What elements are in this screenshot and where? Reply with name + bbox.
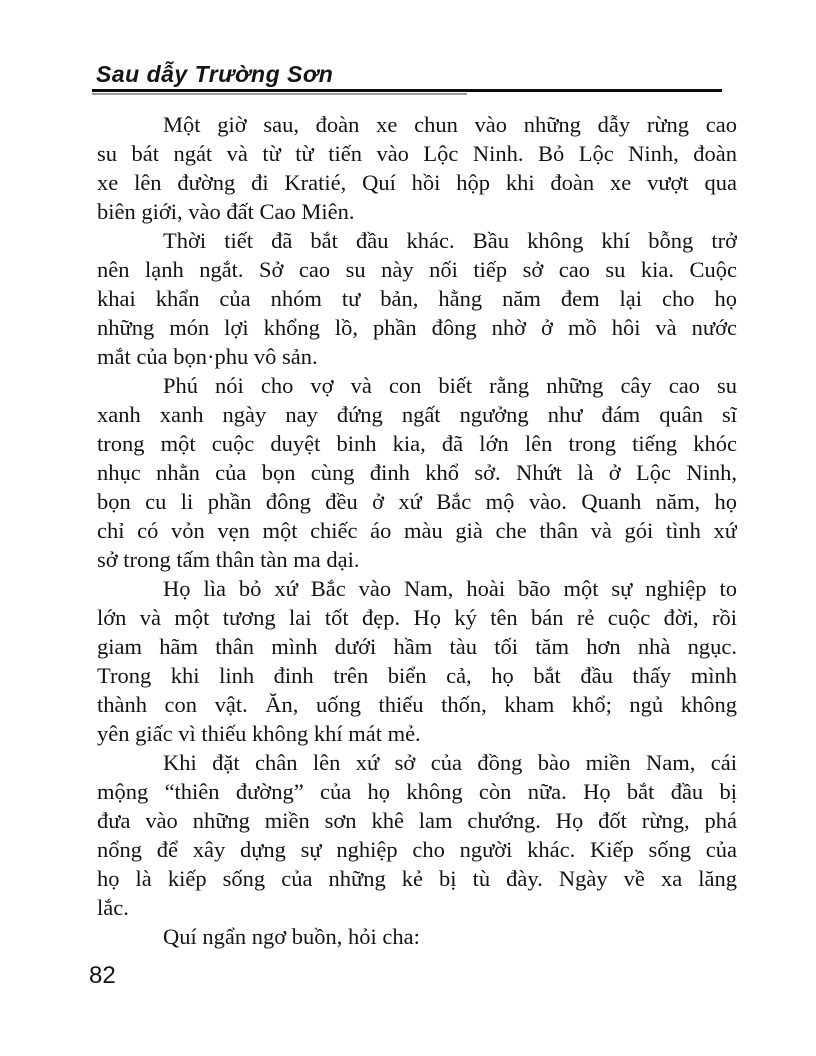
running-header-title: Sau dẫy Trường Sơn [96,61,334,87]
text-line: sở trong tấm thân tàn ma dại. [97,547,360,572]
text-line: mắt của bọn·phu vô sản. [97,344,318,369]
text-line: giam hãm thân mình dưới hầm tàu tối tăm hơn nhà ngục. [97,634,737,659]
text-line: xanh xanh ngày nay đứng ngất ngưởng như đám quân sĩ [97,402,737,427]
body-text [97,110,737,951]
paragraph-1 [97,110,737,226]
text-line: lắc. [97,895,129,920]
text-line: nhục nhằn của bọn cùng đinh khổ sở. Nhứt là ở Lộc Ninh, [97,460,737,485]
text-line: những món lợi khổng lồ, phần đông nhờ ở mồ hôi và nước [97,315,737,340]
text-line: Phú nói cho vợ và con biết rằng những cây cao su [163,373,737,398]
text-line: mộng “thiên đường” của họ không còn nữa. Họ bắt đầu bị [97,779,737,804]
paragraph-5 [97,748,737,922]
text-line: đưa vào những miền sơn khê lam chướng. Họ đốt rừng, phá [97,808,737,833]
text-line: Quí ngẩn ngơ buồn, hỏi cha: [163,924,420,949]
paragraph-4 [97,574,737,748]
text-line: su bát ngát và từ từ tiến vào Lộc Ninh. Bỏ Lộc Ninh, đoàn [97,141,737,166]
text-line: nổng để xây dựng sự nghiệp cho người khác. Kiếp sống của [97,837,737,862]
text-line: xe lên đường đi Kratié, Quí hồi hộp khi đoàn xe vượt qua [97,170,737,195]
paragraph-2 [97,226,737,371]
text-line: khai khẩn của nhóm tư bản, hằng năm đem lại cho họ [97,286,737,311]
text-line: lớn và một tương lai tốt đẹp. Họ ký tên bán rẻ cuộc đời, rồi [97,605,737,630]
text-line: nên lạnh ngắt. Sở cao su này nối tiếp sở cao su kia. Cuộc [97,257,737,282]
text-line: Khi đặt chân lên xứ sở của đồng bào miền Nam, cái [163,750,737,775]
text-line: họ là kiếp sống của những kẻ bị tù đày. Ngày về xa lăng [97,866,737,891]
paragraph-6 [97,922,737,951]
text-line: Trong khi linh đinh trên biển cả, họ bắt đầu thấy mình [97,663,737,688]
page-number: 82 [89,962,116,989]
text-line: thành con vật. Ăn, uống thiếu thốn, kham khổ; ngủ không [97,692,737,717]
text-line: biên giới, vào đất Cao Miên. [97,199,355,224]
text-line: chỉ có vỏn vẹn một chiếc áo màu già che thân và gói tình xứ [97,518,737,543]
paragraph-3 [97,371,737,574]
text-line: yên giấc vì thiếu không khí mát mẻ. [97,721,421,746]
text-line: trong một cuộc duyệt binh kia, đã lớn lên trong tiếng khóc [97,431,737,456]
text-line: Họ lìa bỏ xứ Bắc vào Nam, hoài bão một sự nghiệp to [163,576,737,601]
text-line: Thời tiết đã bắt đầu khác. Bầu không khí bỗng trở [163,228,737,253]
header-rule-shadow [92,93,467,95]
text-line: bọn cu li phần đông đều ở xứ Bắc mộ vào. Quanh năm, họ [97,489,737,514]
text-line: Một giờ sau, đoàn xe chun vào những dẫy rừng cao [163,112,737,137]
header-rule [92,89,722,92]
